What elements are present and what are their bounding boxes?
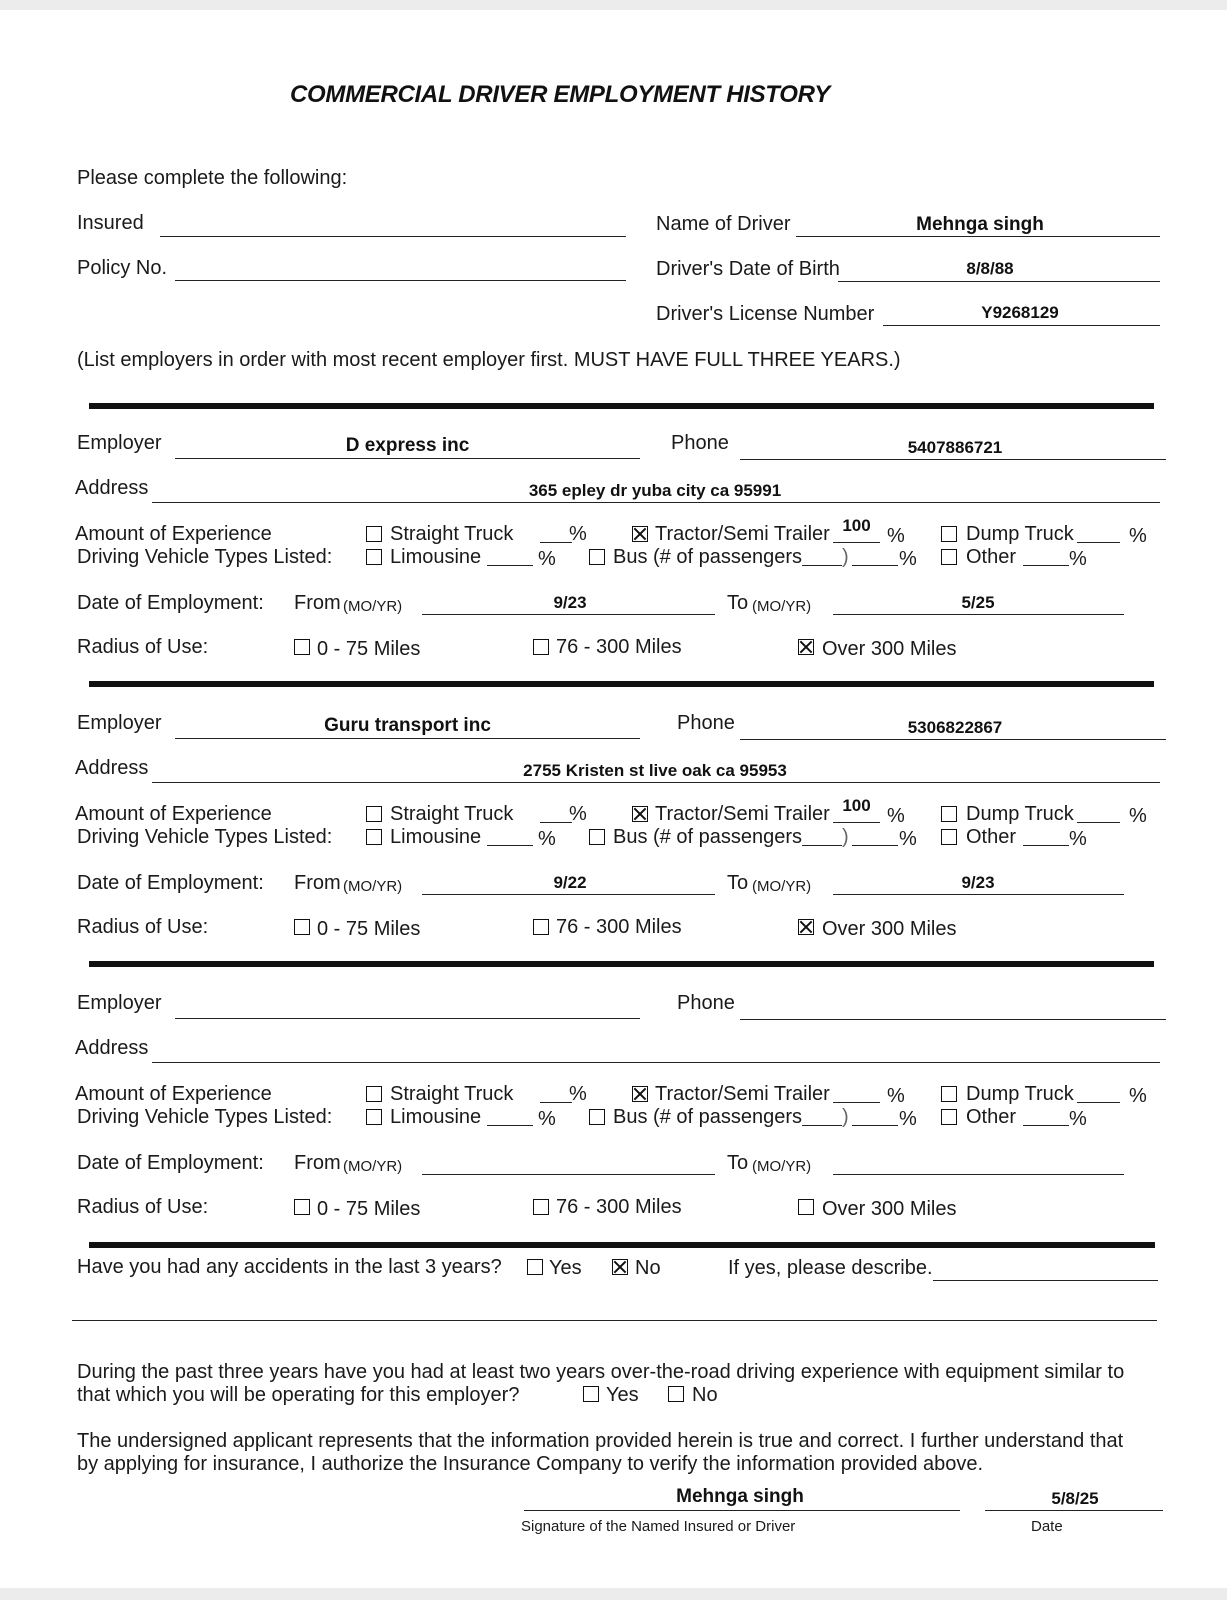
bus-percent-field[interactable]	[852, 1125, 898, 1126]
employer-label: Employer	[77, 432, 162, 454]
bus-passengers-field[interactable]	[802, 565, 842, 566]
to-format: (MO/YR)	[752, 598, 812, 615]
bus-passengers-field[interactable]	[802, 845, 842, 846]
radius-0-75-label: 0 - 75 Miles	[317, 1198, 421, 1220]
other-label: Other	[966, 546, 1017, 568]
accidents-no-checkbox[interactable]	[612, 1259, 628, 1275]
dob-field[interactable]	[838, 281, 1160, 282]
from-format: (MO/YR)	[343, 878, 403, 895]
straight-truck-checkbox[interactable]	[366, 806, 382, 822]
radius-76-300-label: 76 - 300 Miles	[556, 636, 682, 658]
percent-sign: %	[1129, 1085, 1147, 1107]
bus-percent-field[interactable]	[852, 845, 898, 846]
section-divider	[89, 1242, 1155, 1248]
from-field[interactable]	[422, 614, 715, 615]
bus-label: Bus (# of passengers	[613, 826, 802, 848]
experience-label-line2: Driving Vehicle Types Listed:	[77, 826, 333, 848]
other-percent-field[interactable]	[1023, 1125, 1069, 1126]
percent-sign: %	[538, 1108, 556, 1130]
date-caption: Date	[1031, 1518, 1063, 1535]
straight-truck-label: Straight Truck	[390, 523, 514, 545]
license-field[interactable]	[883, 325, 1160, 326]
experience-label-line2: Driving Vehicle Types Listed:	[77, 1106, 333, 1128]
section-divider	[89, 681, 1154, 687]
address-label: Address	[75, 477, 149, 499]
other-label: Other	[966, 1106, 1017, 1128]
driver-name-label: Name of Driver	[656, 213, 791, 235]
dump-truck-checkbox[interactable]	[941, 526, 957, 542]
from-field[interactable]	[422, 894, 715, 895]
certification-line1: The undersigned applicant represents that the information provided herein is true and correct. I further understand that	[77, 1430, 1124, 1452]
radius-over-300-label: Over 300 Miles	[822, 1198, 957, 1220]
to-label: To	[727, 592, 749, 614]
license-label: Driver's License Number	[656, 303, 875, 325]
address-label: Address	[75, 757, 149, 779]
bus-checkbox[interactable]	[589, 1109, 605, 1125]
driver-name-field[interactable]	[796, 236, 1160, 237]
accidents-yes-checkbox[interactable]	[527, 1259, 543, 1275]
instruction-text: (List employers in order with most recent employer first. MUST HAVE FULL THREE YEARS.)	[77, 349, 901, 371]
radius-0-75-checkbox[interactable]	[294, 919, 310, 935]
percent-sign: %	[1129, 805, 1147, 827]
phone-value: 5306822867	[907, 718, 1003, 737]
to-field[interactable]	[833, 614, 1124, 615]
to-field[interactable]	[833, 1174, 1124, 1175]
bus-checkbox[interactable]	[589, 549, 605, 565]
section-divider	[89, 961, 1154, 967]
experience-question-line1: During the past three years have you had at least two years over-the-road driving experience with equipment similar to	[77, 1361, 1125, 1383]
tractor-checkbox[interactable]	[632, 1086, 648, 1102]
tractor-percent-value: 100	[842, 796, 871, 815]
from-value: 9/22	[553, 873, 587, 892]
license-value: Y9268129	[981, 303, 1059, 322]
percent-sign: %	[899, 828, 917, 850]
to-value: 9/23	[961, 873, 995, 892]
tractor-percent-field[interactable]	[833, 1102, 880, 1103]
dump-truck-label: Dump Truck	[966, 523, 1074, 545]
bus-paren: )	[842, 546, 849, 568]
address-value: 365 epley dr yuba city ca 95991	[528, 481, 782, 500]
tractor-checkbox[interactable]	[632, 806, 648, 822]
other-percent-field[interactable]	[1023, 565, 1069, 566]
signature-field[interactable]	[524, 1510, 960, 1511]
percent-sign: %	[887, 525, 905, 547]
tractor-percent-field[interactable]	[833, 542, 880, 543]
experience-label-line1: Amount of Experience	[75, 523, 272, 545]
experience-label-line2: Driving Vehicle Types Listed:	[77, 546, 333, 568]
from-value: 9/23	[553, 593, 587, 612]
date-employment-label: Date of Employment:	[77, 872, 264, 894]
tractor-percent-field[interactable]	[833, 822, 880, 823]
employer-label: Employer	[77, 992, 162, 1014]
dump-truck-label: Dump Truck	[966, 803, 1074, 825]
from-format: (MO/YR)	[343, 598, 403, 615]
phone-label: Phone	[677, 712, 735, 734]
percent-sign: %	[899, 1108, 917, 1130]
experience-label-line1: Amount of Experience	[75, 1083, 272, 1105]
accidents-question: Have you had any accidents in the last 3 years?	[77, 1256, 502, 1278]
limousine-percent-field[interactable]	[487, 845, 533, 846]
phone-label: Phone	[677, 992, 735, 1014]
address-field[interactable]	[152, 1062, 1160, 1063]
to-label: To	[727, 872, 749, 894]
policy-no-field[interactable]	[175, 280, 626, 281]
percent-sign: %	[1129, 525, 1147, 547]
straight-truck-checkbox[interactable]	[366, 526, 382, 542]
bus-paren: )	[842, 826, 849, 848]
limousine-label: Limousine	[390, 826, 482, 848]
to-label: To	[727, 1152, 749, 1174]
limousine-checkbox[interactable]	[366, 829, 382, 845]
dob-value: 8/8/88	[966, 259, 1014, 278]
radius-over-300-label: Over 300 Miles	[822, 638, 957, 660]
radius-76-300-label: 76 - 300 Miles	[556, 916, 682, 938]
straight-truck-checkbox[interactable]	[366, 1086, 382, 1102]
bus-passengers-field[interactable]	[802, 1125, 842, 1126]
limousine-checkbox[interactable]	[366, 1109, 382, 1125]
policy-no-label: Policy No.	[77, 257, 168, 279]
limousine-checkbox[interactable]	[366, 549, 382, 565]
tractor-label: Tractor/Semi Trailer	[655, 1083, 830, 1105]
straight-truck-percent-field[interactable]	[540, 542, 572, 543]
radius-label: Radius of Use:	[77, 636, 209, 658]
tractor-label: Tractor/Semi Trailer	[655, 803, 830, 825]
radius-label: Radius of Use:	[77, 1196, 209, 1218]
form-page	[0, 10, 1227, 1588]
to-field[interactable]	[833, 894, 1124, 895]
limousine-label: Limousine	[390, 1106, 482, 1128]
percent-sign: %	[569, 803, 587, 825]
phone-field[interactable]	[740, 459, 1166, 460]
from-label: From	[294, 592, 341, 614]
other-checkbox[interactable]	[941, 829, 957, 845]
dump-truck-checkbox[interactable]	[941, 1086, 957, 1102]
experience-yes-label: Yes	[606, 1384, 639, 1406]
radius-0-75-label: 0 - 75 Miles	[317, 638, 421, 660]
dump-truck-checkbox[interactable]	[941, 806, 957, 822]
from-format: (MO/YR)	[343, 1158, 403, 1175]
employer-field[interactable]	[175, 738, 640, 739]
radius-over-300-checkbox[interactable]	[798, 919, 814, 935]
experience-no-label: No	[692, 1384, 718, 1406]
bus-percent-field[interactable]	[852, 565, 898, 566]
accidents-describe-field[interactable]	[933, 1280, 1158, 1281]
percent-sign: %	[569, 523, 587, 545]
phone-label: Phone	[671, 432, 729, 454]
other-percent-field[interactable]	[1023, 845, 1069, 846]
to-format: (MO/YR)	[752, 878, 812, 895]
driver-name-value: Mehnga singh	[916, 214, 1044, 235]
straight-truck-label: Straight Truck	[390, 1083, 514, 1105]
radius-label: Radius of Use:	[77, 916, 209, 938]
date-employment-label: Date of Employment:	[77, 1152, 264, 1174]
certification-line2: by applying for insurance, I authorize the Insurance Company to verify the information provided above.	[77, 1453, 984, 1475]
employer-field[interactable]	[175, 458, 640, 459]
percent-sign: %	[887, 1085, 905, 1107]
intro-text: Please complete the following:	[77, 167, 348, 189]
other-label: Other	[966, 826, 1017, 848]
from-field[interactable]	[422, 1174, 715, 1175]
accidents-yes-label: Yes	[549, 1257, 582, 1279]
experience-label-line1: Amount of Experience	[75, 803, 272, 825]
radius-76-300-checkbox[interactable]	[533, 639, 549, 655]
radius-0-75-checkbox[interactable]	[294, 639, 310, 655]
to-format: (MO/YR)	[752, 1158, 812, 1175]
insured-field[interactable]	[160, 236, 626, 237]
dump-truck-percent-field[interactable]	[1077, 542, 1120, 543]
form-title: COMMERCIAL DRIVER EMPLOYMENT HISTORY	[290, 81, 830, 108]
section-divider	[89, 403, 1154, 409]
dump-truck-percent-field[interactable]	[1077, 822, 1120, 823]
radius-0-75-checkbox[interactable]	[294, 1199, 310, 1215]
experience-yes-checkbox[interactable]	[583, 1386, 599, 1402]
bus-paren: )	[842, 1106, 849, 1128]
dump-truck-label: Dump Truck	[966, 1083, 1074, 1105]
limousine-percent-field[interactable]	[487, 565, 533, 566]
radius-over-300-label: Over 300 Miles	[822, 918, 957, 940]
date-field[interactable]	[985, 1510, 1163, 1511]
address-field[interactable]	[152, 782, 1160, 783]
signature-caption: Signature of the Named Insured or Driver	[521, 1518, 796, 1535]
straight-truck-percent-field[interactable]	[540, 1102, 572, 1103]
phone-field[interactable]	[740, 739, 1166, 740]
percent-sign: %	[569, 1083, 587, 1105]
accidents-no-label: No	[635, 1257, 661, 1279]
radius-76-300-checkbox[interactable]	[533, 919, 549, 935]
from-label: From	[294, 872, 341, 894]
bus-label: Bus (# of passengers	[613, 546, 802, 568]
date-value: 5/8/25	[1051, 1489, 1099, 1508]
limousine-percent-field[interactable]	[487, 1125, 533, 1126]
tractor-checkbox[interactable]	[632, 526, 648, 542]
percent-sign: %	[1069, 548, 1087, 570]
tractor-label: Tractor/Semi Trailer	[655, 523, 830, 545]
bus-label: Bus (# of passengers	[613, 1106, 802, 1128]
radius-over-300-checkbox[interactable]	[798, 639, 814, 655]
percent-sign: %	[899, 548, 917, 570]
experience-question-line2: that which you will be operating for this employer?	[77, 1384, 520, 1406]
dump-truck-percent-field[interactable]	[1077, 1102, 1120, 1103]
employer-value: Guru transport inc	[324, 715, 491, 736]
insured-label: Insured	[77, 212, 144, 234]
tractor-percent-value: 100	[842, 516, 871, 535]
employer-value: D express inc	[345, 435, 470, 456]
percent-sign: %	[1069, 1108, 1087, 1130]
dob-label: Driver's Date of Birth	[656, 258, 840, 280]
accidents-describe-label: If yes, please describe.	[728, 1257, 933, 1279]
limousine-label: Limousine	[390, 546, 482, 568]
percent-sign: %	[538, 828, 556, 850]
from-label: From	[294, 1152, 341, 1174]
address-label: Address	[75, 1037, 149, 1059]
address-value: 2755 Kristen st live oak ca 95953	[523, 761, 787, 780]
percent-sign: %	[538, 548, 556, 570]
to-value: 5/25	[961, 593, 995, 612]
percent-sign: %	[1069, 828, 1087, 850]
phone-value: 5407886721	[907, 438, 1003, 457]
address-field[interactable]	[152, 502, 1160, 503]
other-checkbox[interactable]	[941, 549, 957, 565]
accidents-describe-field-2[interactable]	[72, 1320, 1157, 1321]
radius-76-300-label: 76 - 300 Miles	[556, 1196, 682, 1218]
employer-field[interactable]	[175, 1018, 640, 1019]
phone-field[interactable]	[740, 1019, 1166, 1020]
percent-sign: %	[887, 805, 905, 827]
radius-0-75-label: 0 - 75 Miles	[317, 918, 421, 940]
experience-no-checkbox[interactable]	[668, 1386, 684, 1402]
bus-checkbox[interactable]	[589, 829, 605, 845]
date-employment-label: Date of Employment:	[77, 592, 264, 614]
straight-truck-label: Straight Truck	[390, 803, 514, 825]
straight-truck-percent-field[interactable]	[540, 822, 572, 823]
radius-76-300-checkbox[interactable]	[533, 1199, 549, 1215]
signature-value: Mehnga singh	[676, 1486, 804, 1507]
employer-label: Employer	[77, 712, 162, 734]
other-checkbox[interactable]	[941, 1109, 957, 1125]
radius-over-300-checkbox[interactable]	[798, 1199, 814, 1215]
